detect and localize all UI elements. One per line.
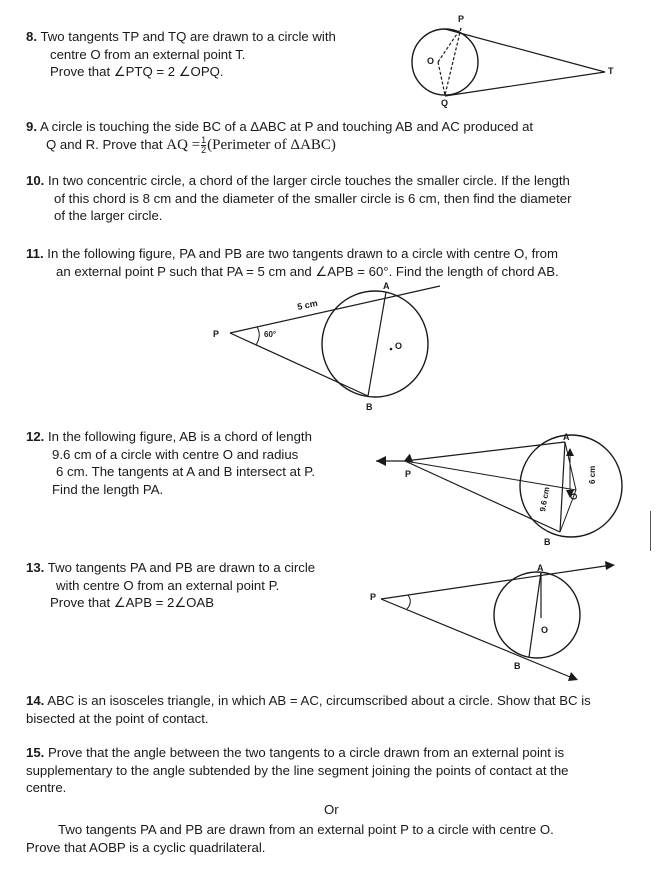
question-11-line-2: an external point P such that PA = 5 cm and ∠APB = 60°. Find the length of chord AB.	[56, 263, 559, 279]
label-o: O	[395, 341, 403, 351]
question-number: 14.	[26, 693, 45, 708]
math-lhs: AQ =	[166, 136, 201, 153]
label-o: O	[427, 56, 435, 66]
question-number: 13.	[26, 560, 45, 575]
label-t: T	[608, 66, 614, 76]
label-a: A	[537, 563, 544, 573]
question-14-line-2: bisected at the point of contact.	[26, 710, 209, 726]
question-number: 12.	[26, 429, 45, 444]
question-8-line-1: 8. Two tangents TP and TQ are drawn to a circle with	[26, 29, 336, 44]
chord-ab	[529, 572, 541, 657]
label-b: B	[544, 537, 551, 547]
question-15-line-1: 15. Prove that the angle between the two tangents to a circle drawn from an external point is	[26, 745, 565, 760]
question-14	[26, 692, 591, 727]
label-p: P	[370, 592, 377, 602]
question-8-line-3: Prove that ∠PTQ = 2 ∠OPQ.	[50, 64, 224, 79]
tangent-pa	[381, 565, 612, 599]
question-12-line-2: 9.6 cm of a circle with centre O and radius	[52, 446, 299, 462]
question-number: 9.	[26, 119, 37, 134]
question-15-alt-line-2: Prove that AOBP is a cyclic quadrilateral.	[26, 839, 266, 855]
angle-arc	[407, 595, 410, 609]
label-chord: 9.6 cm	[538, 486, 552, 513]
label-length: 5 cm	[296, 297, 319, 312]
question-11-line-1: 11. In the following figure, PA and PB are two tangents drawn to a circle with centre O, from	[26, 246, 558, 261]
or-separator: Or	[324, 801, 339, 817]
label-o: O	[569, 492, 579, 500]
arrowhead-a	[605, 561, 615, 570]
circle	[494, 572, 580, 658]
question-10-line-3: of the larger circle.	[54, 208, 163, 223]
question-13-line-1: 13. Two tangents PA and PB are drawn to a circle	[26, 560, 316, 575]
label-b: B	[514, 661, 521, 671]
question-12-line-4: Find the length PA.	[52, 481, 164, 497]
label-radius: 6 cm	[588, 465, 597, 484]
question-8-line-2: centre O from an external point T.	[50, 46, 246, 62]
question-12-line-3: 6 cm. The tangents at A and B intersect at P.	[56, 464, 316, 479]
question-13-line-3: Prove that ∠APB = 2∠OAB	[50, 595, 215, 610]
question-14-line-1: 14. ABC is an isosceles triangle, in which AB = AC, circumscribed about a circle. Show that BC is	[26, 693, 591, 708]
question-9-line-1: 9. A circle is touching the side BC of a ΔABC at P and touching AB and AC produced at	[26, 119, 534, 134]
question-10-line-2: of this chord is 8 cm and the diameter of the smaller circle is 6 cm, then find the diameter	[54, 190, 572, 206]
question-15-alt-line-1: Two tangents PA and PB are drawn from an external point P to a circle with centre O.	[58, 822, 554, 837]
tangent-pb	[381, 599, 575, 679]
label-q: Q	[441, 98, 449, 108]
fraction-half: $\frac{1}{2}$	[201, 134, 207, 155]
question-number: 8.	[26, 29, 37, 44]
question-number: 10.	[26, 173, 45, 188]
math-rhs: (Perimeter of ΔABC)	[207, 136, 336, 153]
question-15-line-2: supplementary to the angle subtended by the line segment joining the points of contact at the	[26, 762, 569, 778]
question-15	[26, 744, 569, 856]
question-number: 15.	[26, 745, 45, 760]
question-12-line-1: 12. In the following figure, AB is a chord of length	[26, 429, 312, 444]
label-angle: 60°	[264, 330, 277, 339]
label-a: A	[563, 432, 570, 442]
label-a: A	[383, 281, 390, 291]
label-b: B	[366, 402, 373, 412]
label-p: P	[213, 329, 220, 339]
question-15-line-3: centre.	[26, 780, 67, 795]
label-o: O	[541, 625, 549, 635]
question-10-line-1: 10. In two concentric circle, a chord of the larger circle touches the smaller circle. If the length	[26, 173, 570, 188]
label-p: P	[405, 469, 412, 479]
label-p: P	[458, 14, 465, 24]
arrowhead-b	[568, 672, 578, 681]
question-number: 11.	[26, 246, 44, 261]
question-13-line-2: with centre O from an external point P.	[56, 577, 280, 593]
question-9-line-2: Q and R. Prove that AQ = $\frac{1}{2}$ (Perimeter of ΔABC)	[46, 134, 336, 155]
